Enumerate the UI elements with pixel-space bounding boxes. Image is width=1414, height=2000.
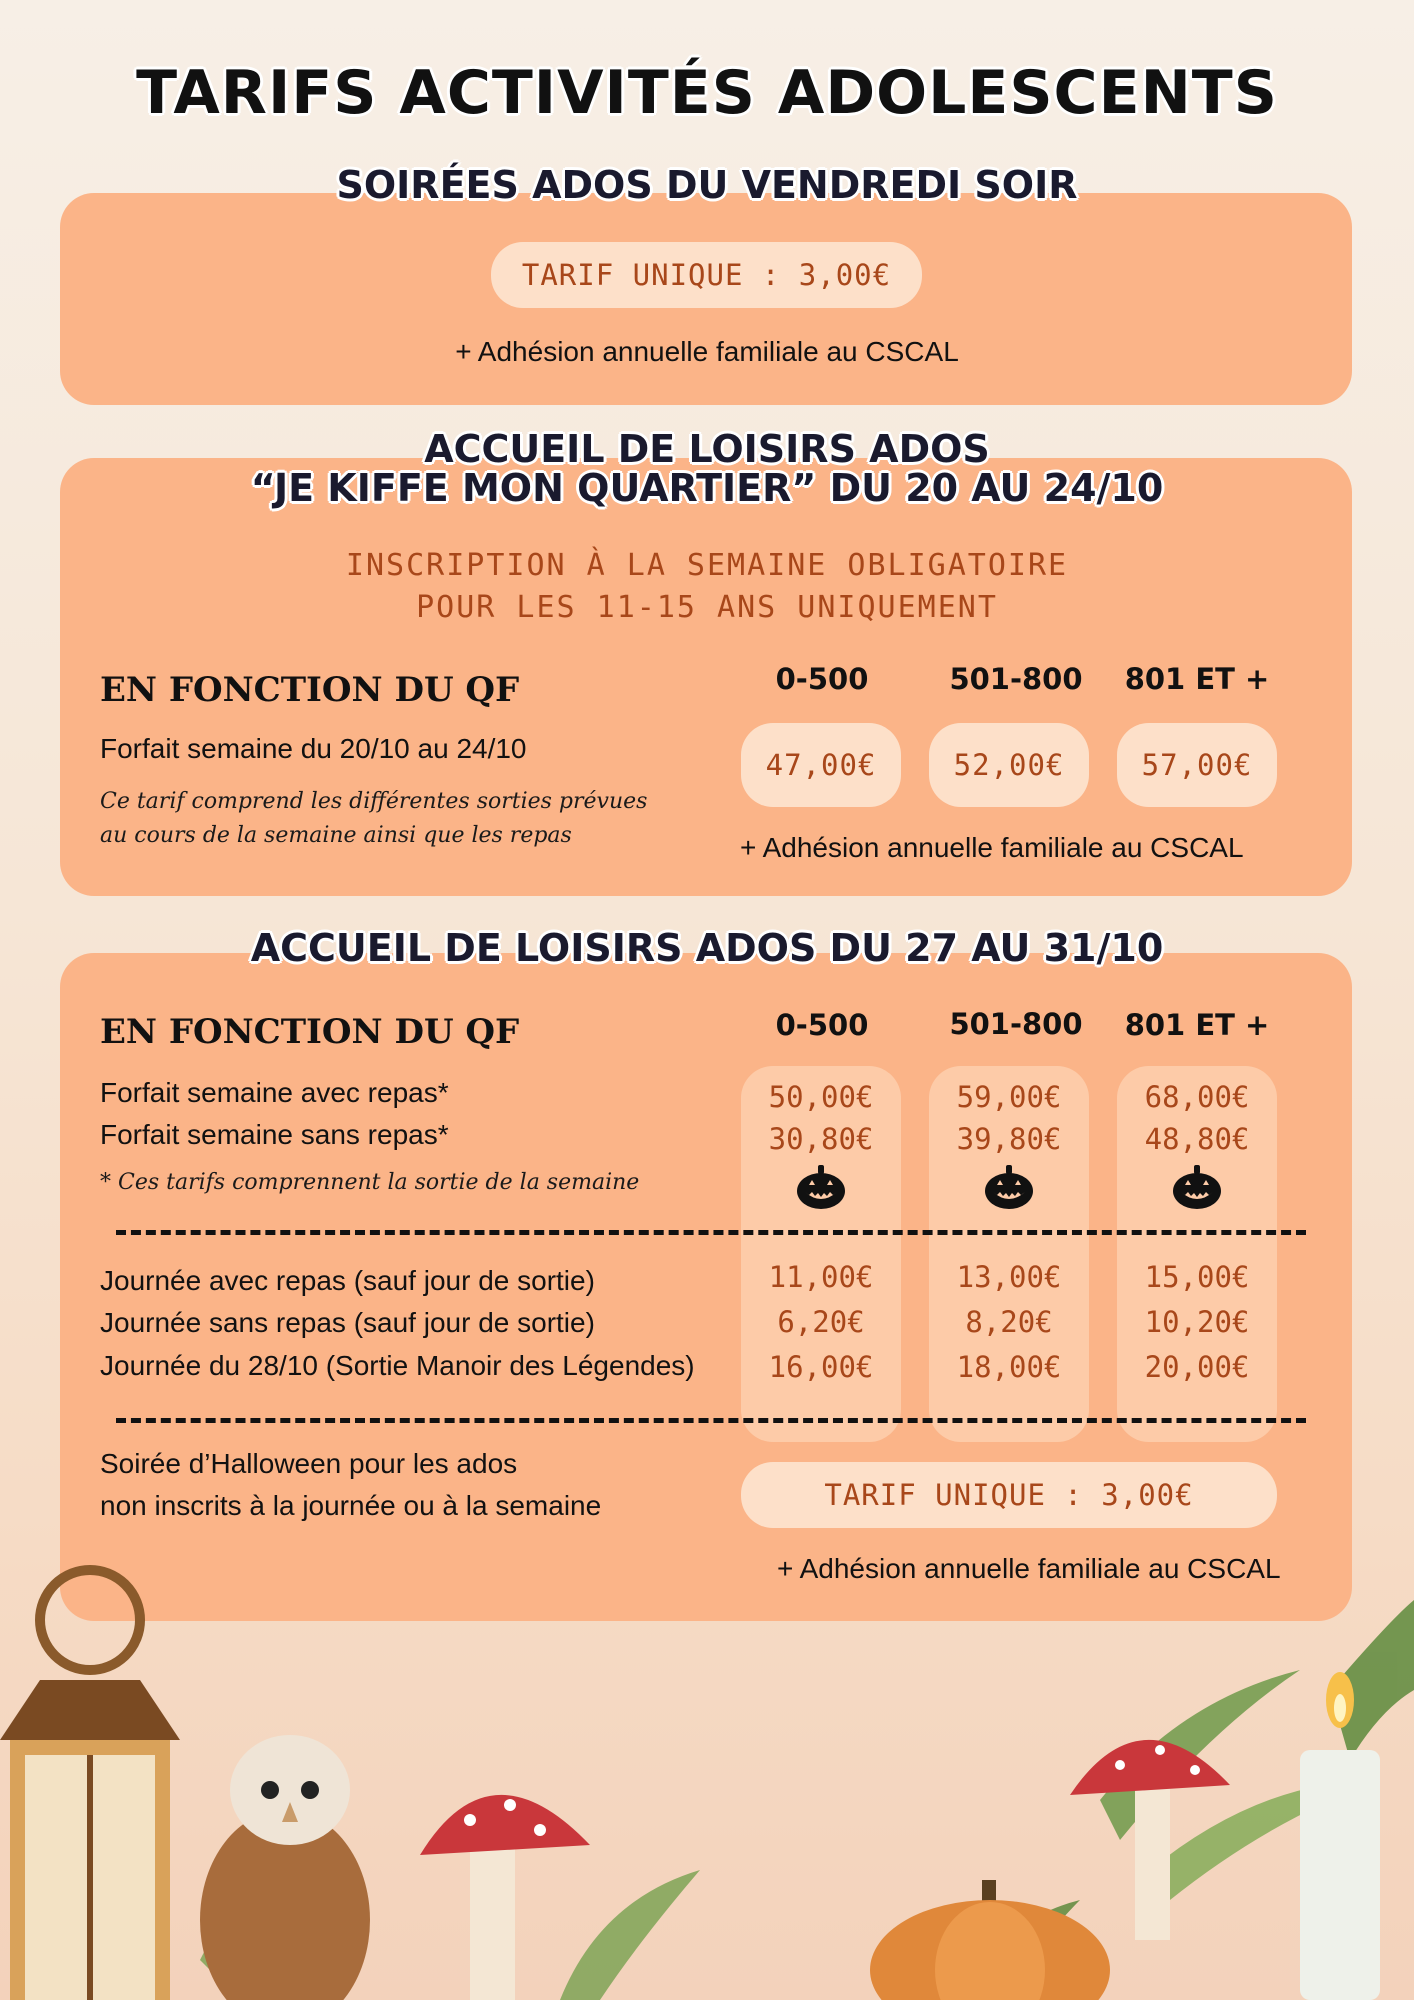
tarif-unique-pill: TARIF UNIQUE : 3,00€ bbox=[491, 242, 922, 308]
col-head-0-500: 0-500 bbox=[775, 662, 869, 696]
price-pill: 47,00€ bbox=[741, 723, 901, 807]
price-cell: 48,80€ bbox=[1144, 1122, 1250, 1156]
price-cell: 6,20€ bbox=[777, 1305, 865, 1339]
price-cell: 11,00€ bbox=[768, 1260, 874, 1294]
divider bbox=[116, 1418, 1306, 1423]
autumn-decoration bbox=[0, 1540, 1414, 2000]
col-head-801-plus: 801 ET + bbox=[1124, 662, 1270, 696]
price-cell: 39,80€ bbox=[956, 1122, 1062, 1156]
pumpkin-illustration bbox=[870, 1880, 1110, 2000]
col-head-501-800: 501-800 bbox=[949, 1007, 1083, 1041]
pumpkin-icon bbox=[1171, 1164, 1223, 1210]
qf-label: EN FONCTION DU QF bbox=[100, 1012, 520, 1052]
section-title-je-kiffe: “JE KIFFE MON QUARTIER” DU 20 AU 24/10 bbox=[250, 466, 1164, 510]
row-label-journee-28-10: Journée du 28/10 (Sortie Manoir des Légendes) bbox=[100, 1350, 695, 1381]
row-label-journee-sans-repas: Journée sans repas (sauf jour de sortie) bbox=[100, 1307, 595, 1338]
qf-label: EN FONCTION DU QF bbox=[100, 670, 520, 710]
price-pill: 57,00€ bbox=[1117, 723, 1277, 807]
price-cell: 50,00€ bbox=[768, 1080, 874, 1114]
lantern-illustration bbox=[0, 1570, 180, 2000]
adhesion-note: + Adhésion annuelle familiale au CSCAL bbox=[455, 336, 959, 367]
tarif-description-2: au cours de la semaine ainsi que les repas bbox=[100, 823, 572, 848]
price-cell: 59,00€ bbox=[956, 1080, 1062, 1114]
forfait-semaine-label: Forfait semaine du 20/10 au 24/10 bbox=[100, 733, 527, 764]
price-pill: 52,00€ bbox=[929, 723, 1089, 807]
adhesion-note: + Adhésion annuelle familiale au CSCAL bbox=[777, 1553, 1281, 1584]
row-label-semaine-sans-repas: Forfait semaine sans repas* bbox=[100, 1119, 449, 1150]
col-head-0-500: 0-500 bbox=[775, 1008, 869, 1042]
row-label-semaine-avec-repas: Forfait semaine avec repas* bbox=[100, 1077, 449, 1108]
price-cell: 30,80€ bbox=[768, 1122, 874, 1156]
price-cell: 13,00€ bbox=[956, 1260, 1062, 1294]
col-head-501-800: 501-800 bbox=[949, 662, 1083, 696]
tarif-description-1: Ce tarif comprend les différentes sorties prévues bbox=[100, 789, 648, 814]
price-cell: 68,00€ bbox=[1144, 1080, 1250, 1114]
section-title-soirees: SOIRÉES ADOS DU VENDREDI SOIR bbox=[336, 163, 1078, 207]
adhesion-note: + Adhésion annuelle familiale au CSCAL bbox=[740, 832, 1244, 863]
price-cell: 16,00€ bbox=[768, 1350, 874, 1384]
footnote: * Ces tarifs comprennent la sortie de la semaine bbox=[100, 1170, 640, 1195]
fern-foliage bbox=[200, 1600, 1414, 2000]
pumpkin-icon bbox=[795, 1164, 847, 1210]
halloween-label-1: Soirée d’Halloween pour les ados bbox=[100, 1448, 518, 1479]
divider bbox=[116, 1230, 1306, 1235]
price-cell: 8,20€ bbox=[965, 1305, 1053, 1339]
price-cell: 15,00€ bbox=[1144, 1260, 1250, 1294]
price-cell: 18,00€ bbox=[956, 1350, 1062, 1384]
row-label-journee-avec-repas: Journée avec repas (sauf jour de sortie) bbox=[100, 1265, 595, 1296]
section-title-accueil-1: ACCUEIL DE LOISIRS ADOS bbox=[424, 427, 990, 471]
tarif-unique-pill: TARIF UNIQUE : 3,00€ bbox=[741, 1462, 1277, 1528]
inscription-notice-1: INSCRIPTION À LA SEMAINE OBLIGATOIRE bbox=[345, 548, 1069, 583]
halloween-label-2: non inscrits à la journée ou à la semaine bbox=[100, 1490, 602, 1521]
price-cell: 10,20€ bbox=[1144, 1305, 1250, 1339]
col-head-801-plus: 801 ET + bbox=[1124, 1008, 1270, 1042]
price-cell: 20,00€ bbox=[1144, 1350, 1250, 1384]
page-title: TARIFS ACTIVITÉS ADOLESCENTS bbox=[136, 58, 1278, 128]
inscription-notice-2: POUR LES 11-15 ANS UNIQUEMENT bbox=[416, 590, 998, 625]
owl-illustration bbox=[200, 1735, 370, 2000]
pumpkin-icon bbox=[983, 1164, 1035, 1210]
section-title-accueil-27-31: ACCUEIL DE LOISIRS ADOS DU 27 AU 31/10 bbox=[250, 926, 1164, 970]
